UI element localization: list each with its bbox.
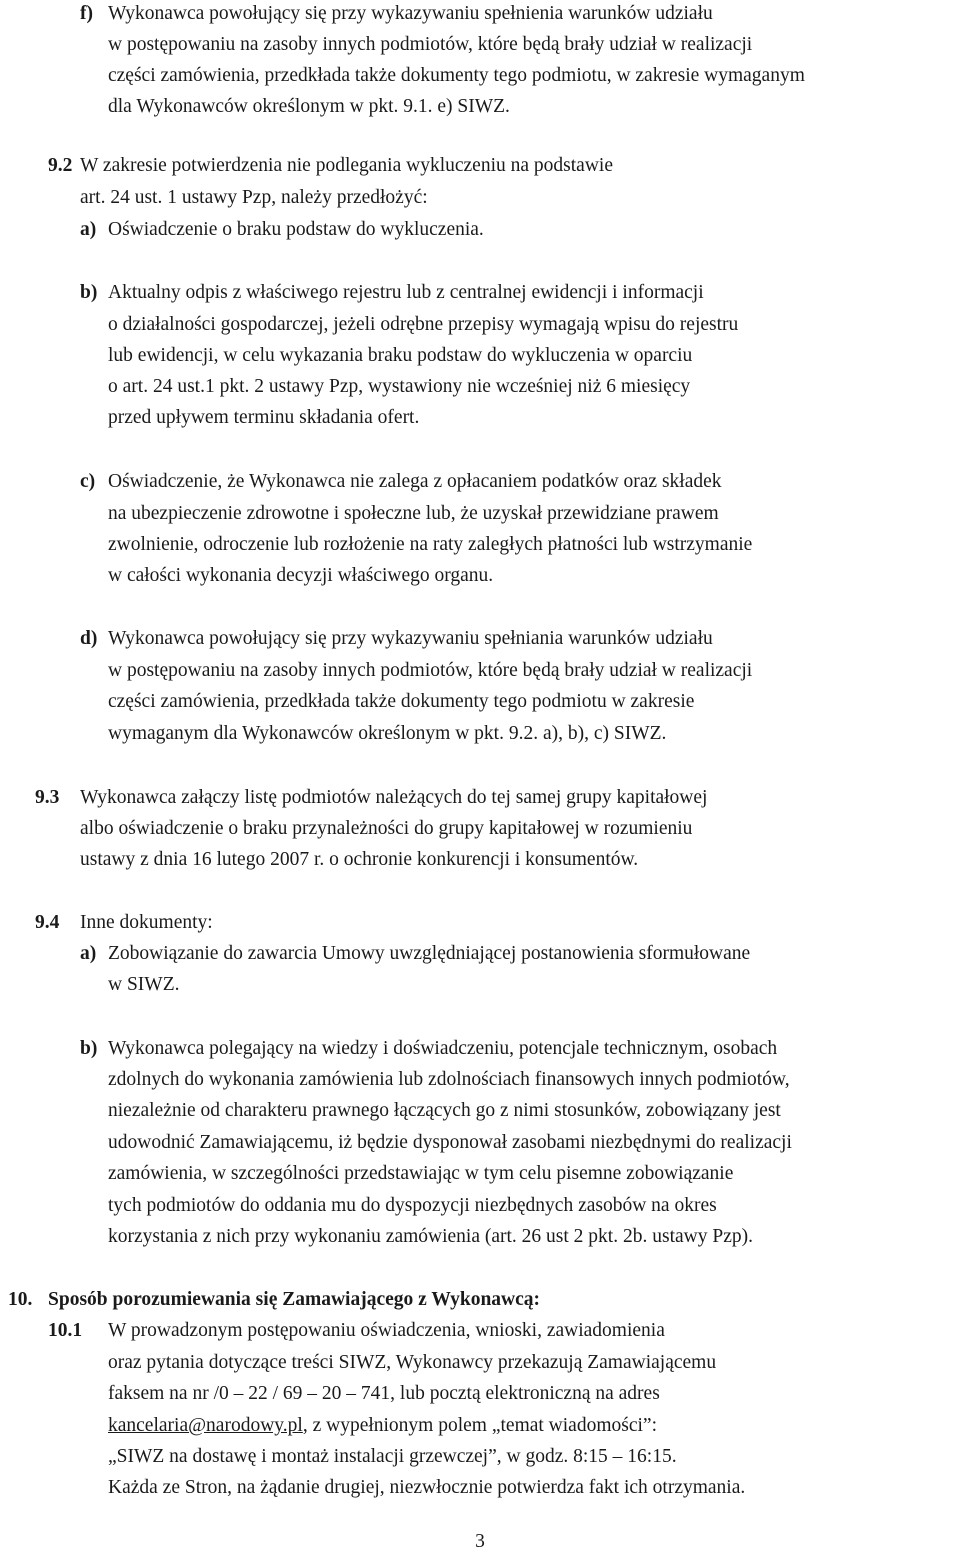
sec-92-line-1: W zakresie potwierdzenia nie podlegania wykluczeniu na podstawie bbox=[80, 155, 613, 176]
sec-94-b-line-1: Wykonawca polegający na wiedzy i doświadczeniu, potencjale technicznym, osobach bbox=[108, 1038, 778, 1059]
sec-92-line-2: art. 24 ust. 1 ustawy Pzp, należy przedłożyć: bbox=[80, 187, 428, 208]
email-suffix: , z wypełnionym polem „temat wiadomości”: bbox=[302, 1415, 657, 1436]
sec-10-line-5: „SIWZ na dostawę i montaż instalacji grzewczej”, w godz. 8:15 – 16:15. bbox=[108, 1446, 677, 1467]
sec-94-b-line-4: udowodnić Zamawiającemu, iż będzie dysponował zasobami niezbędnymi do realizacji bbox=[108, 1132, 792, 1153]
sec-92-b-line-4: o art. 24 ust.1 pkt. 2 ustawy Pzp, wystawiony nie wcześniej niż 6 miesięcy bbox=[108, 376, 691, 397]
sec-94-a-line-2: w SIWZ. bbox=[108, 974, 180, 995]
sec-f-line-3: części zamówienia, przedkłada także dokumenty tego podmiotu, w zakresie wymaganym bbox=[108, 65, 805, 86]
sec-92-d-line-4: wymaganym dla Wykonawców określonym w pkt. 9.2. a), b), c) SIWZ. bbox=[108, 723, 667, 744]
sec-94-a-line-1: Zobowiązanie do zawarcia Umowy uwzględniającej postanowienia sformułowane bbox=[108, 943, 751, 964]
item-marker-d: d) bbox=[80, 628, 98, 649]
sec-92-b-line-2: o działalności gospodarczej, jeżeli odrębne przepisy wymagają wpisu do rejestru bbox=[108, 314, 739, 335]
item-marker-c: c) bbox=[80, 471, 96, 492]
sec-92-b-line-5: przed upływem terminu składania ofert. bbox=[108, 407, 420, 428]
sec-92-c-line-2: na ubezpieczenie zdrowotne i społeczne lub, że uzyskał przewidziane prawem bbox=[108, 503, 719, 524]
sec-10-line-6: Każda ze Stron, na żądanie drugiej, niezwłocznie potwierdza fakt ich otrzymania. bbox=[108, 1477, 746, 1498]
sec-92-d-line-1: Wykonawca powołujący się przy wykazywaniu spełniania warunków udziału bbox=[108, 628, 713, 649]
sec-f-line-2: w postępowaniu na zasoby innych podmiotów, które będą brały udział w realizacji bbox=[108, 34, 753, 55]
email-link[interactable]: kancelaria@narodowy.pl bbox=[108, 1415, 303, 1436]
sec-93-line-2: albo oświadczenie o braku przynależności do grupy kapitałowej w rozumieniu bbox=[80, 818, 693, 839]
sec-93-line-1: Wykonawca załączy listę podmiotów należących do tej samej grupy kapitałowej bbox=[80, 787, 708, 808]
sec-10-line-3: faksem na nr /0 – 22 / 69 – 20 – 741, lub pocztą elektroniczną na adres bbox=[108, 1383, 660, 1404]
sec-92-c-line-1: Oświadczenie, że Wykonawca nie zalega z opłacaniem podatków oraz składek bbox=[108, 471, 722, 492]
sec-94-b-line-7: korzystania z nich przy wykonaniu zamówienia (art. 26 ust 2 pkt. 2b. ustawy Pzp). bbox=[108, 1226, 753, 1247]
sec-10-line-2: oraz pytania dotyczące treści SIWZ, Wykonawcy przekazują Zamawiającemu bbox=[108, 1352, 717, 1373]
section-number-10-1: 10.1 bbox=[48, 1320, 83, 1341]
sec-92-c-line-3: zwolnienie, odroczenie lub rozłożenie na raty zaległych płatności lub wstrzymanie bbox=[108, 534, 753, 555]
sec-10-line-1: W prowadzonym postępowaniu oświadczenia, wnioski, zawiadomienia bbox=[108, 1320, 665, 1341]
sec-f-line-1: Wykonawca powołujący się przy wykazywaniu spełnienia warunków udziału bbox=[108, 3, 713, 24]
page-number: 3 bbox=[475, 1531, 485, 1552]
sec-f-line-4: dla Wykonawców określonym w pkt. 9.1. e) SIWZ. bbox=[108, 96, 510, 117]
sec-93-line-3: ustawy z dnia 16 lutego 2007 r. o ochronie konkurencji i konsumentów. bbox=[80, 849, 639, 870]
sec-94-title: Inne dokumenty: bbox=[80, 912, 213, 933]
section-number-9-2: 9.2 bbox=[48, 155, 73, 176]
section-number-10: 10. bbox=[8, 1289, 33, 1310]
sec-92-d-line-3: części zamówienia, przedkłada także dokumenty tego podmiotu w zakresie bbox=[108, 691, 695, 712]
sec-10-line-4 bbox=[108, 1414, 657, 1438]
item-marker-f: f) bbox=[80, 3, 93, 24]
section-number-9-3: 9.3 bbox=[35, 787, 60, 808]
section-heading: Sposób porozumiewania się Zamawiającego z Wykonawcą: bbox=[48, 1289, 541, 1310]
item-marker-b: b) bbox=[80, 282, 98, 303]
section-number-9-4: 9.4 bbox=[35, 912, 60, 933]
sec-92-b-line-3: lub ewidencji, w celu wykazania braku podstaw do wykluczenia w oparciu bbox=[108, 345, 693, 366]
sec-94-b-line-2: zdolnych do wykonania zamówienia lub zdolnościach finansowych innych podmiotów, bbox=[108, 1069, 790, 1090]
sec-92-b-line-1: Aktualny odpis z właściwego rejestru lub z centralnej ewidencji i informacji bbox=[108, 282, 704, 303]
item-marker-a: a) bbox=[80, 219, 97, 240]
sec-94-b-line-3: niezależnie od charakteru prawnego łączących go z nimi stosunków, zobowiązany jest bbox=[108, 1100, 781, 1121]
sec-92-d-line-2: w postępowaniu na zasoby innych podmiotów, które będą brały udział w realizacji bbox=[108, 660, 753, 681]
sec-94-b-line-6: tych podmiotów do oddania mu do dyspozycji niezbędnych zasobów na okres bbox=[108, 1195, 717, 1216]
sec-92-a-text: Oświadczenie o braku podstaw do wykluczenia. bbox=[108, 219, 484, 240]
sec-92-c-line-4: w całości wykonania decyzji właściwego organu. bbox=[108, 565, 494, 586]
sec-94-b-line-5: zamówienia, w szczególności przedstawiając w tym celu pisemne zobowiązanie bbox=[108, 1163, 734, 1184]
item-marker-a: a) bbox=[80, 943, 97, 964]
item-marker-b: b) bbox=[80, 1038, 98, 1059]
